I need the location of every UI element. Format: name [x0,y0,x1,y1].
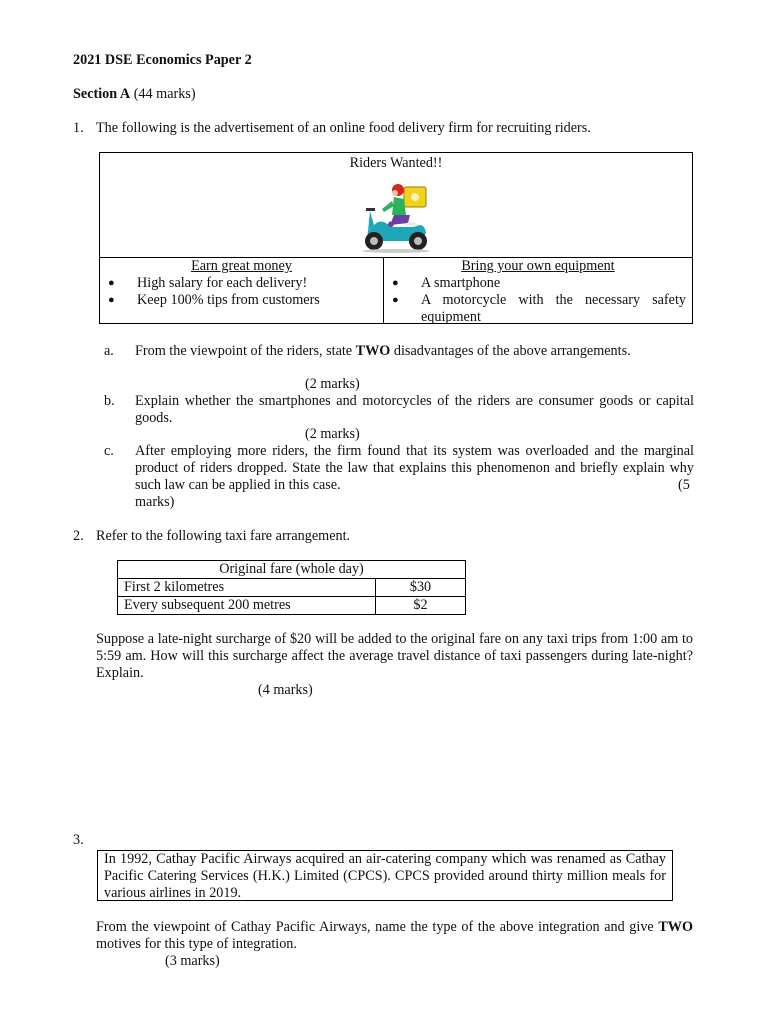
q1-part-b-text: Explain whether the smartphones and motorcycles of the riders are consumer goods or capital goods. [135,393,694,426]
q3-context-box: In 1992, Cathay Pacific Airways acquired an air-catering company which was renamed as Cathay Pacific Catering Services (H.K.) Limited (CPCS). CPCS provided around thirty million meals for various airlines in 2019. [97,850,673,901]
q1-part-a-emphasis: TWO [355,343,391,359]
q1-stem: The following is the advertisement of an online food delivery firm for recruiting riders. [96,120,591,136]
list-item: ● A motorcycle with the necessary safety equipment [384,292,686,326]
table-cell: $30 [376,579,466,597]
q2-stem: Refer to the following taxi fare arrangement. [96,528,351,544]
q1-part-b-marks: (2 marks) [305,426,360,442]
q1-part-a-text-start: From the viewpoint of the riders, state [135,343,356,359]
q3-question-emphasis: TWO [658,919,693,935]
q2-question: Suppose a late-night surcharge of $20 will be added to the original fare on any taxi trips from 1:00 am to 5:59 am. How will this surcharge affect the average travel distance of taxi passengers during late-night? Explain. [96,631,693,681]
q3-question [96,919,693,953]
q1-part-a-text-end: disadvantages of the above arrangements. [390,343,631,359]
delivery-scooter-icon [344,181,442,253]
table-row [118,597,466,615]
q1-number: 1. [73,120,84,136]
table-cell: $2 [376,597,466,615]
q3-question-end: motives for this type of integration. [96,936,297,952]
list-item: ● A smartphone [384,275,686,292]
q1-part-a [104,343,694,360]
ad-equipment-list [384,275,692,326]
q1-part-c-label: c. [104,443,114,459]
paper-title: 2021 DSE Economics Paper 2 [73,52,252,68]
q3-number: 3. [73,832,84,848]
q1-part-c-text [135,443,694,494]
q1-part-b [104,393,694,427]
q1-part-c-body: After employing more riders, the firm found that its system was overloaded and the marginal product of riders dropped. State the law that explains this phenomenon and briefly explain why such law can be applied in this case. [135,443,694,493]
advertisement-box [99,152,693,324]
advertisement-header [100,153,692,258]
q3-question-start: From the viewpoint of Cathay Pacific Airways, name the type of the above integration and give [96,919,659,935]
list-item: ● High salary for each delivery! [100,275,383,292]
ad-column-equipment-heading: Bring your own equipment [461,258,615,274]
q1-part-a-label: a. [104,343,114,359]
taxi-fare-table [117,560,466,615]
ad-earn-list [100,275,383,309]
section-heading [73,86,196,103]
q3-marks: (3 marks) [165,953,220,969]
ad-column-earn [100,257,384,323]
q2-number: 2. [73,528,84,544]
table-row [118,579,466,597]
list-item: ● Keep 100% tips from customers [100,292,383,309]
section-marks: (44 marks) [130,86,196,102]
q1-part-c-marks-open: (5 [678,477,690,493]
ad-column-equipment [384,257,692,323]
advertisement-title: Riders Wanted!! [349,155,443,171]
section-label: Section A [73,86,131,102]
q1-part-c [104,443,694,494]
q1-part-b-label: b. [104,393,115,409]
table-cell: Every subsequent 200 metres [118,597,376,615]
ad-column-earn-heading: Earn great money [191,258,292,274]
table-cell: First 2 kilometres [118,579,376,597]
q1-part-a-marks: (2 marks) [305,376,360,392]
q2-marks: (4 marks) [258,682,313,698]
q1-part-c-marks-close: marks) [135,494,175,510]
taxi-fare-table-header: Original fare (whole day) [118,561,466,579]
q1-part-a-text [135,343,694,360]
